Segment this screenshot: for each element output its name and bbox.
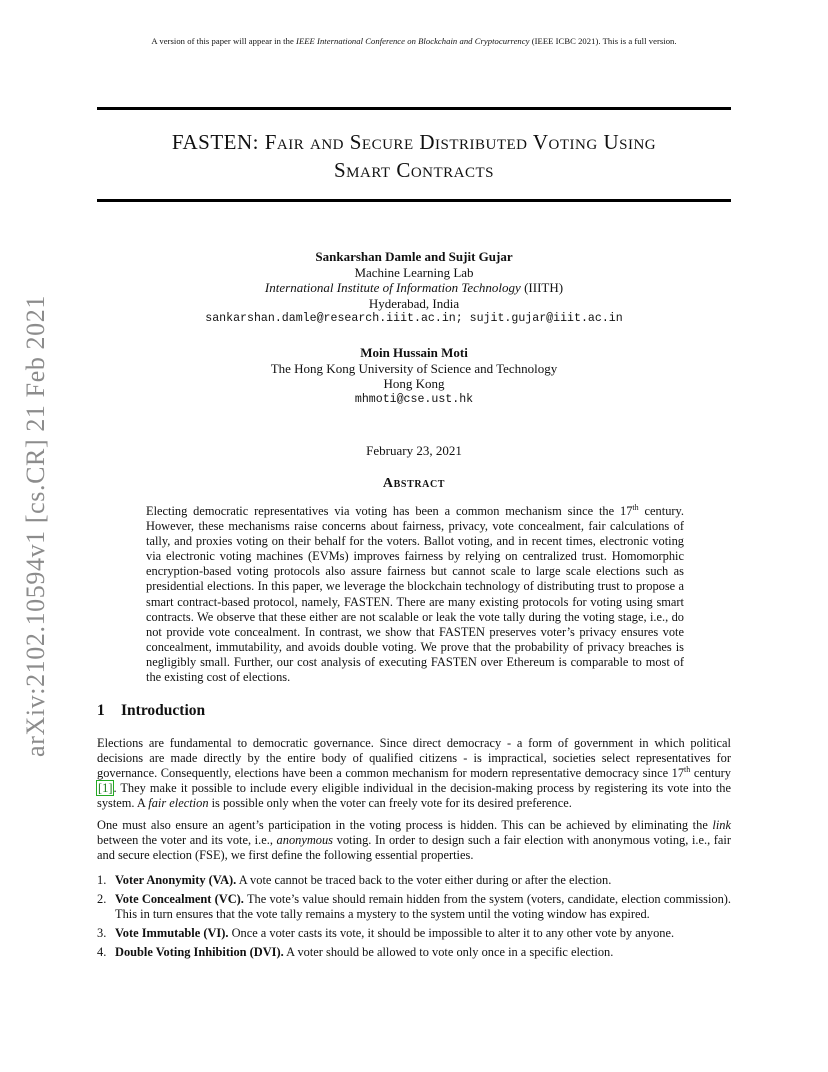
para2-text-c: voting. In order to design such a fair election with anonymous voting, i.e., fair and secure election (FSE), we first define the following essential properties. xyxy=(97,833,731,863)
section-number: 1 xyxy=(97,702,105,719)
para2-text-a: One must also ensure an agent’s participation in the voting process is hidden. This can be achieved by eliminating the xyxy=(97,818,713,832)
para2-text-b: between the voter and its vote, i.e., xyxy=(97,833,277,848)
paper-date: February 23, 2021 xyxy=(366,443,462,458)
title-rule-bottom xyxy=(97,199,731,202)
arxiv-stamp xyxy=(0,0,60,1072)
author-emails[interactable]: sankarshan.damle@research.iiit.ac.in; sujit.gujar@iiit.ac.in xyxy=(205,312,623,325)
abstract-text xyxy=(146,504,684,685)
property-term: Vote Concealment (VC). xyxy=(115,892,244,907)
section-title: Introduction xyxy=(121,702,206,719)
institute-name: International Institute of Information Technology xyxy=(264,280,521,295)
para1-text-b: century xyxy=(690,766,731,781)
property-term: Double Voting Inhibition (DVI). xyxy=(115,945,284,960)
author-name: Moin Hussain Moti xyxy=(360,345,468,360)
author-names: Sankarshan Damle and Sujit Gujar xyxy=(315,249,513,264)
author-block-hkust xyxy=(97,345,731,407)
author-lab: Machine Learning Lab xyxy=(354,264,474,280)
property-term: Vote Immutable (VI). xyxy=(115,926,229,941)
author-email[interactable]: mhmoti@cse.ust.hk xyxy=(354,392,474,406)
para1-emphasis: fair election xyxy=(148,796,209,811)
property-term: Voter Anonymity (VA). xyxy=(115,873,237,887)
paper-title xyxy=(97,128,731,184)
list-number: 4. xyxy=(97,945,107,960)
list-item xyxy=(97,945,731,960)
abstract-heading: Abstract xyxy=(382,476,446,491)
title-line-1: FASTEN: Fair and Secure Distributed Voting Using xyxy=(171,130,657,154)
abstract-text-b: century. However, these mechanisms raise concerns about fairness, privacy, vote concealment, fair calculations of tally, and proxies voting on their behalf for the voters. Ballot voting, and in recent times, electronic voting via electronic voting machines (EVMs) improves fairness by relying on centralized trust. Homomorphic encryption-based voting protocols also assure fairness but cannot scale to large scale elections such as presidential elections. In this paper, we leverage the blockchain technology of distributing trust to propose a smart contract-based protocol, namely, FASTEN. There are many existing protocols for voting using smart contracts. We observe that these either are not scalable or leak the vote tally during the voting stage, i.e., do not provide vote concealment. In contrast, we show that FASTEN preserves voter’s privacy ensures vote concealment, immutability, and avoids double voting. We prove that the probability of privacy breaches is negligibly small. Further, our cost analysis of executing FASTEN over Ethereum is comparable to most of the existing cost of elections. xyxy=(146,504,685,685)
para1-sup: th xyxy=(684,765,691,775)
institute-abbr: (IIITH) xyxy=(520,280,564,295)
list-number: 3. xyxy=(97,926,107,941)
para2-emphasis-2: anonymous xyxy=(276,833,333,848)
arxiv-identifier: arXiv:2102.10594v1 [cs.CR] 21 Feb 2021 xyxy=(21,295,50,757)
author-institute xyxy=(97,280,731,296)
list-number: 1. xyxy=(97,873,107,887)
author-university: The Hong Kong University of Science and Technology xyxy=(270,360,558,376)
list-number: 2. xyxy=(97,892,107,907)
para1-text-c: . They make it possible to include every eligible individual in the decision-making process by registering its vote into the system. A xyxy=(97,781,731,811)
property-text: The vote’s value should remain hidden from the system (voters, candidate, election commission). This in turn ensures that the vote tally remains a mystery to the system until the voting window has expired. xyxy=(115,892,732,922)
citation-link[interactable]: [1] xyxy=(98,781,113,796)
abstract-sup: th xyxy=(632,502,639,512)
author-city: Hong Kong xyxy=(383,376,445,391)
property-text: A voter should be allowed to vote only once in a specific election. xyxy=(283,945,614,960)
intro-paragraph-1 xyxy=(97,736,731,811)
property-text: A vote cannot be traced back to the voter either during or after the election. xyxy=(236,873,612,887)
properties-list xyxy=(97,873,731,964)
section-heading xyxy=(97,702,205,720)
para2-emphasis-1: link xyxy=(712,818,731,832)
conference-note-prefix: A version of this paper will appear in the xyxy=(151,36,297,46)
para1-text-d: is possible only when the voter can freely vote for its desired preference. xyxy=(208,796,572,811)
conference-note xyxy=(0,36,828,46)
conference-note-suffix: (IEEE ICBC 2021). This is a full version. xyxy=(529,36,677,46)
conference-venue: IEEE International Conference on Blockchain and Cryptocurrency xyxy=(296,36,530,46)
author-block-iiith xyxy=(97,249,731,327)
list-item xyxy=(97,892,731,922)
property-text: Once a voter casts its vote, it should be impossible to alter it to any other vote by anyone. xyxy=(228,926,675,941)
list-item xyxy=(97,873,731,888)
list-item xyxy=(97,926,731,941)
abstract-text-a: Electing democratic representatives via voting has been a common mechanism since the 17 xyxy=(146,504,633,518)
intro-paragraph-2 xyxy=(97,818,731,863)
author-city: Hyderabad, India xyxy=(368,295,460,311)
title-rule-top xyxy=(97,107,731,110)
para1-text-a: Elections are fundamental to democratic governance. Since direct democracy - a form of government in which political decisions are made directly by the entire body of qualified citizens - is impractical, societies select representatives for governance. Consequently, elections have been a common mechanism for modern representative democracy since 17 xyxy=(97,736,731,781)
title-line-2: Smart Contracts xyxy=(333,158,495,182)
